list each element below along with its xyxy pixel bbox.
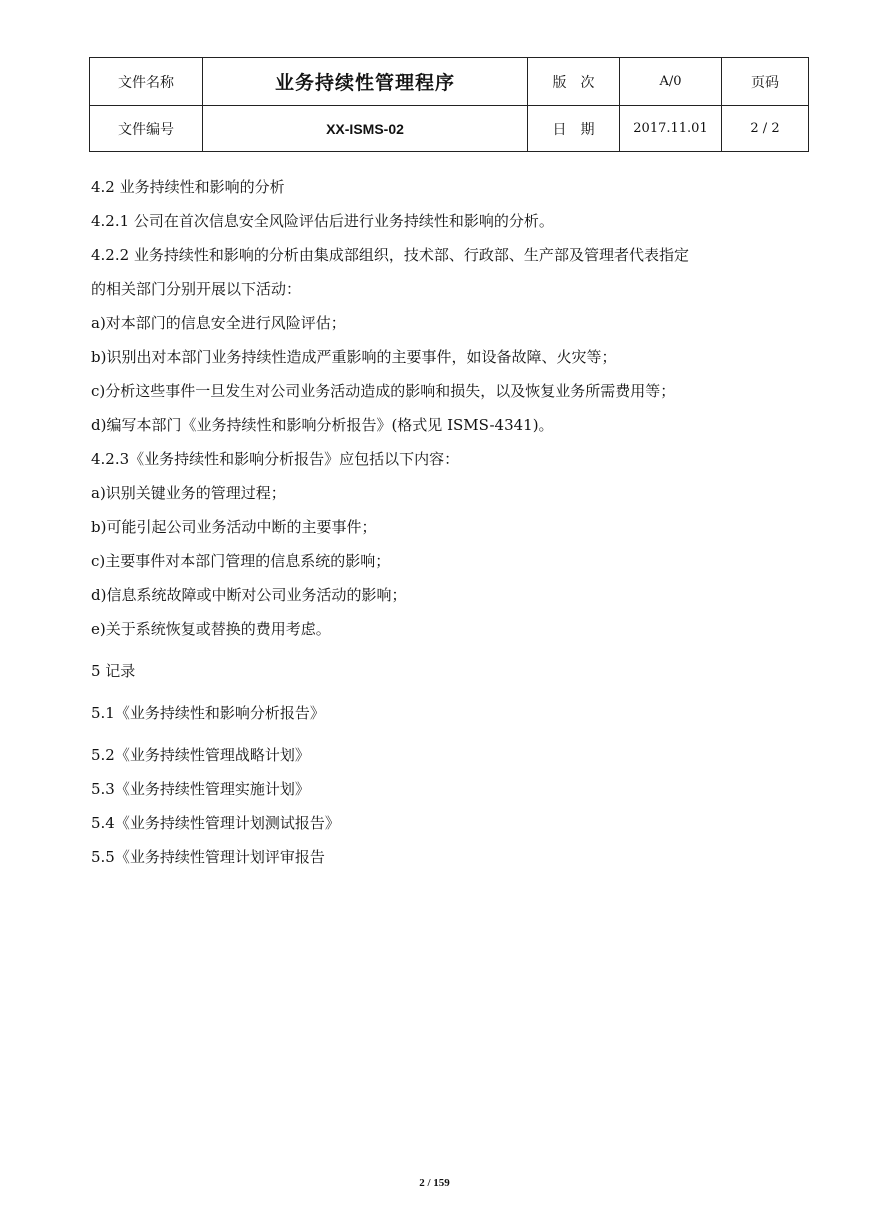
- date-label: 日 期: [528, 106, 620, 152]
- paragraph-4-2-1: 4.2.1 公司在首次信息安全风险评估后进行业务持续性和影响的分析。: [91, 212, 554, 230]
- list-item: e)关于系统恢复或替换的费用考虑。: [91, 620, 331, 638]
- list-item: d)编写本部门《业务持续性和影响分析报告》(格式见 ISMS-4341)。: [91, 416, 554, 434]
- paragraph-4-2-3: 4.2.3《业务持续性和影响分析报告》应包括以下内容：: [91, 450, 460, 468]
- document-header-table: [89, 57, 809, 152]
- doc-code-value: XX-ISMS-02: [203, 106, 528, 152]
- section-heading-4-2: 4.2 业务持续性和影响的分析: [91, 178, 285, 196]
- page-footer-number: 2 / 159: [419, 1177, 450, 1189]
- record-item: 5.5《业务持续性管理计划评审报告: [91, 848, 325, 866]
- page-value: 2 / 2: [722, 106, 809, 152]
- paragraph-4-2-2-cont: 的相关部门分别开展以下活动：: [91, 280, 302, 298]
- version-label: 版 次: [528, 58, 620, 106]
- doc-name-label: 文件名称: [90, 58, 203, 106]
- version-value: A/0: [620, 58, 722, 106]
- list-item: a)识别关键业务的管理过程；: [91, 484, 286, 502]
- document-body: [91, 176, 791, 880]
- list-item: d)信息系统故障或中断对公司业务活动的影响；: [91, 586, 407, 604]
- list-item: a)对本部门的信息安全进行风险评估；: [91, 314, 346, 332]
- doc-title: 业务持续性管理程序: [203, 58, 528, 106]
- date-value: 2017.11.01: [620, 106, 722, 152]
- list-item: c)主要事件对本部门管理的信息系统的影响；: [91, 552, 391, 570]
- record-item: 5.1《业务持续性和影响分析报告》: [91, 704, 325, 722]
- record-item: 5.3《业务持续性管理实施计划》: [91, 780, 310, 798]
- section-heading-5: 5 记录: [91, 662, 136, 680]
- page-label: 页码: [722, 58, 809, 106]
- list-item: b)识别出对本部门业务持续性造成严重影响的主要事件，如设备故障、火灾等；: [91, 348, 617, 366]
- list-item: c)分析这些事件一旦发生对公司业务活动造成的影响和损失，以及恢复业务所需费用等；: [91, 382, 676, 400]
- record-item: 5.2《业务持续性管理战略计划》: [91, 746, 310, 764]
- list-item: b)可能引起公司业务活动中断的主要事件；: [91, 518, 377, 536]
- paragraph-4-2-2: 4.2.2 业务持续性和影响的分析由集成部组织，技术部、行政部、生产部及管理者代表指定: [91, 246, 689, 264]
- record-item: 5.4《业务持续性管理计划测试报告》: [91, 814, 340, 832]
- doc-code-label: 文件编号: [90, 106, 203, 152]
